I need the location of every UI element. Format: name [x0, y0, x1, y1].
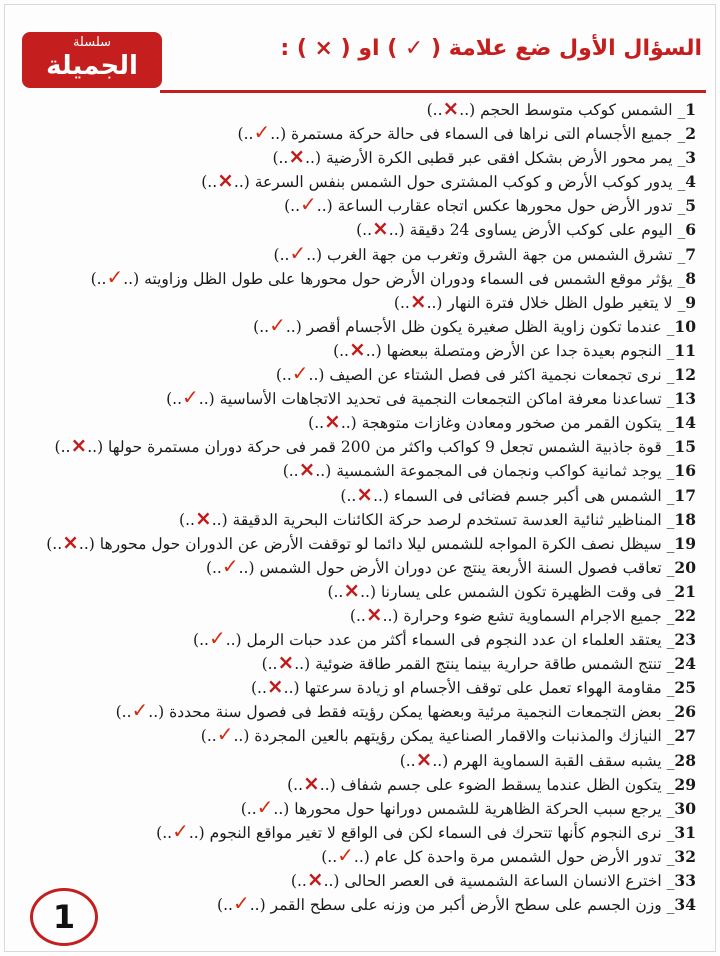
question-item: 13_ تساعدنا معرفة اماكن التجمعات النجمية فى تحديد الاتجاهات الأساسية (..✓..) — [166, 385, 696, 410]
question-item: 3_ يمر محور الأرض بشكل افقى عبر قطبى الكرة الأرضية (..×..) — [272, 144, 696, 169]
brand-series: سلسلة — [72, 35, 112, 50]
question-number: 3 — [685, 148, 696, 168]
cross-mark-icon: × — [266, 674, 284, 699]
question-text: نرى تجمعات نجمية اكثر فى فصل الشتاء عن الصيف — [329, 366, 662, 385]
question-item: 15_ قوة جاذبية الشمس تجعل 9 كواكب واكثر من 200 قمر فى حركة دوران مستمرة حولها (..×..) — [54, 433, 696, 458]
check-mark-icon: ✓ — [182, 385, 199, 410]
question-number: 8 — [685, 268, 696, 288]
question-item: 17_ الشمس هى أكبر جسم فضائى فى السماء (..×..) — [340, 481, 696, 506]
question-number: 14 — [674, 413, 696, 433]
cross-mark-icon: × — [194, 505, 212, 530]
question-text: يرجع سبب الحركة الظاهرية للشمس دورانها حول محورها — [294, 799, 662, 818]
cross-mark-icon: × — [372, 216, 389, 241]
question-number: 10 — [674, 316, 696, 336]
check-mark-icon: ✓ — [232, 891, 250, 916]
question-text: وزن الجسم على سطح الأرض أكبر من وزنه على سطح القمر — [270, 896, 662, 915]
question-text: يتكون الظل عندما يسقط الضوء على جسم شفاف — [340, 775, 662, 794]
cross-mark-icon: × — [365, 601, 383, 626]
question-text: جميع الأجسام التى نراها فى السماء فى حالة حركة مستمرة — [291, 125, 673, 144]
question-text: عندما تكون زاوية الظل صغيرة يكون ظل الأجسام أقصر — [306, 317, 662, 336]
question-number: 29 — [674, 774, 696, 794]
question-item: 34_ وزن الجسم على سطح الأرض أكبر من وزنه على سطح القمر (..✓..) — [217, 891, 696, 916]
cross-mark-icon: × — [409, 288, 427, 313]
question-text: سيظل نصف الكرة المواجه للشمس ليلا دائما لو توقفت الأرض عن الدوران حول محورها — [99, 534, 662, 553]
check-mark-icon: ✓ — [106, 264, 124, 289]
question-item: 28_ يشبه سقف القبة السماوية الهرم (..×..) — [399, 746, 696, 771]
question-text: اليوم على كوكب الأرض يساوى 24 دقيقة — [409, 221, 673, 240]
check-mark-icon: ✓ — [253, 120, 271, 145]
question-text: تنتج الشمس طاقة حرارية بينما ينتج القمر طاقة ضوئية — [315, 655, 662, 674]
cross-mark-icon: × — [277, 650, 295, 675]
question-item: 26_ بعض التجمعات النجمية مرئية وبعضها يمكن رؤيته فقط فى فصول سنة محددة (..✓..) — [115, 698, 696, 723]
brand-logo — [22, 32, 162, 88]
cross-mark-icon: × — [70, 433, 88, 458]
question-text: يتكون القمر من صخور ومعادن وغازات متوهجة — [361, 414, 662, 433]
cross-mark-icon: × — [348, 336, 366, 361]
question-number: 22 — [674, 605, 696, 625]
question-item: 30_ يرجع سبب الحركة الظاهرية للشمس دورانها حول محورها (..✓..) — [240, 794, 696, 819]
check-mark-icon: ✓ — [337, 842, 354, 867]
question-text: النيازك والمذنبات والاقمار الصناعية يمكن رؤيتهم بالعين المجردة — [254, 727, 662, 746]
question-number: 26 — [674, 702, 696, 722]
question-text: تشرق الشمس من جهة الشرق وتغرب من جهة الغرب — [327, 245, 673, 264]
question-number: 16 — [674, 461, 696, 481]
question-item: 1_ الشمس كوكب متوسط الحجم (..×..) — [426, 96, 696, 120]
question-text: المناظير ثنائية العدسة تستخدم لرصد حركة الكائنات البحرية الدقيقة — [232, 510, 662, 529]
check-mark-icon: ✓ — [289, 240, 307, 265]
question-item: 20_ تعاقب فصول السنة الأربعة ينتج عن دوران الأرض حول الشمس (..✓..) — [205, 553, 696, 578]
check-mark-icon: ✓ — [208, 626, 226, 651]
brand-name: الجميلة — [46, 51, 138, 81]
question-item: 4_ يدور كوكب الأرض و كوكب المشترى حول الشمس بنفس السرعة (..×..) — [201, 168, 696, 193]
question-text: تعاقب فصول السنة الأربعة ينتج عن دوران الأرض حول الشمس — [259, 558, 662, 577]
question-number: 27 — [674, 726, 696, 746]
header-divider — [160, 90, 706, 93]
check-mark-icon: ✓ — [216, 722, 234, 747]
question-text: يدور كوكب الأرض و كوكب المشترى حول الشمس بنفس السرعة — [254, 173, 673, 192]
question-item: 24_ تنتج الشمس طاقة حرارية بينما ينتج القمر طاقة ضوئية (..×..) — [261, 650, 696, 675]
question-text: قوة جاذبية الشمس تجعل 9 كواكب واكثر من 200 قمر فى حركة دوران مستمرة حولها — [108, 438, 662, 457]
question-item: 14_ يتكون القمر من صخور ومعادن وغازات متوهجة (..×..) — [308, 409, 696, 434]
question-number: 28 — [674, 750, 696, 770]
question-item: 29_ يتكون الظل عندما يسقط الضوء على جسم شفاف (..×..) — [287, 770, 696, 795]
question-text: النجوم بعيدة جدا عن الأرض ومتصلة ببعضها — [386, 341, 662, 360]
cross-mark-icon: × — [288, 144, 306, 169]
question-text: اخترع الانسان الساعة الشمسية فى العصر الحالى — [344, 872, 662, 890]
question-item: 23_ يعتقد العلماء ان عدد النجوم فى السماء أكثر من عدد حبات الرمل (..✓..) — [193, 626, 696, 651]
cross-mark-icon: × — [217, 168, 234, 193]
question-item: 25_ مقاومة الهواء تعمل على توقف الأجسام او زيادة سرعتها (..×..) — [250, 674, 696, 699]
question-number: 32 — [674, 846, 696, 866]
check-mark-icon: ✓ — [300, 192, 317, 217]
question-number: 31 — [674, 822, 696, 842]
question-number: 19 — [674, 533, 696, 553]
page-number: 1 — [30, 888, 98, 946]
question-number: 15 — [674, 437, 696, 457]
question-number: 33 — [674, 871, 696, 890]
question-text: فى وقت الظهيرة تكون الشمس على يسارنا — [380, 582, 662, 601]
question-item: 5_ تدور الأرض حول محورها عكس اتجاه عقارب الساعة (..✓..) — [284, 192, 696, 217]
question-item: 6_ اليوم على كوكب الأرض يساوى 24 دقيقة (..×..) — [356, 216, 696, 241]
cross-mark-icon: × — [343, 577, 361, 602]
question-text: يمر محور الأرض بشكل افقى عبر قطبى الكرة الأرضية — [325, 149, 673, 168]
question-number: 4 — [685, 172, 696, 192]
question-item: 12_ نرى تجمعات نجمية اكثر فى فصل الشتاء عن الصيف (..✓..) — [275, 361, 696, 386]
question-item: 32_ تدور الأرض حول الشمس مرة واحدة كل عام (..✓..) — [321, 842, 696, 867]
question-item: 27_ النيازك والمذنبات والاقمار الصناعية يمكن رؤيتهم بالعين المجردة (..✓..) — [200, 722, 696, 747]
question-number: 7 — [685, 244, 696, 264]
question-number: 12 — [674, 365, 696, 385]
cross-mark-icon: × — [303, 770, 320, 795]
question-number: 30 — [674, 798, 696, 818]
question-text: جميع الاجرام السماوية تشع ضوء وحرارة — [403, 606, 662, 625]
question-text: تساعدنا معرفة اماكن التجمعات النجمية فى تحديد الاتجاهات الأساسية — [219, 390, 662, 409]
question-number: 9 — [685, 292, 696, 312]
question-text: الشمس هى أكبر جسم فضائى فى السماء — [393, 486, 662, 505]
question-number: 13 — [674, 389, 696, 409]
question-text: تدور الأرض حول الشمس مرة واحدة كل عام — [374, 847, 662, 866]
question-item: 19_ سيظل نصف الكرة المواجه للشمس ليلا دائما لو توقفت الأرض عن الدوران حول محورها (..×..) — [46, 529, 696, 554]
check-mark-icon: ✓ — [172, 818, 189, 843]
check-mark-icon: ✓ — [291, 361, 309, 386]
question-text: يؤثر موقع الشمس فى السماء ودوران الأرض حول محورها على طول الظل وزاويته — [144, 269, 673, 288]
question-number: 23 — [674, 630, 696, 650]
question-number: 11 — [674, 340, 696, 360]
question-number: 25 — [674, 678, 696, 698]
question-number: 18 — [674, 509, 696, 529]
question-number: 5 — [685, 196, 696, 216]
question-text: بعض التجمعات النجمية مرئية وبعضها يمكن رؤيته فقط فى فصول سنة محددة — [169, 703, 662, 722]
question-item: 9_ لا يتغير طول الظل خلال فترة النهار (..×..) — [393, 288, 696, 313]
question-text: الشمس كوكب متوسط الحجم — [480, 101, 673, 119]
cross-mark-icon: × — [442, 96, 460, 120]
question-item: 22_ جميع الاجرام السماوية تشع ضوء وحرارة (..×..) — [349, 601, 696, 626]
question-number: 21 — [674, 581, 696, 601]
cross-mark-icon: × — [306, 867, 324, 891]
question-number: 20 — [674, 557, 696, 577]
question-text: نرى النجوم كأنها تتحرك فى السماء لكن فى الواقع لا تغير مواقع النجوم — [209, 823, 662, 842]
cross-mark-icon: × — [62, 529, 79, 554]
question-item: 11_ النجوم بعيدة جدا عن الأرض ومتصلة ببعضها (..×..) — [333, 336, 696, 361]
question-item: 2_ جميع الأجسام التى نراها فى السماء فى حالة حركة مستمرة (..✓..) — [237, 120, 696, 145]
question-text: يوجد ثمانية كواكب ونجمان فى المجموعة الشمسية — [336, 462, 662, 481]
question-number: 6 — [685, 220, 696, 240]
question-text: لا يتغير طول الظل خلال فترة النهار — [447, 293, 673, 312]
check-mark-icon: ✓ — [269, 312, 286, 337]
question-item: 10_ عندما تكون زاوية الظل صغيرة يكون ظل الأجسام أقصر (..✓..) — [253, 312, 696, 337]
check-mark-icon: ✓ — [256, 794, 274, 819]
question-item: 7_ تشرق الشمس من جهة الشرق وتغرب من جهة الغرب (..✓..) — [273, 240, 696, 265]
question-item: 31_ نرى النجوم كأنها تتحرك فى السماء لكن فى الواقع لا تغير مواقع النجوم (..✓..) — [156, 818, 696, 843]
question-number: 34 — [674, 895, 696, 915]
question-item: 8_ يؤثر موقع الشمس فى السماء ودوران الأرض حول محورها على طول الظل وزاويته (..✓..) — [90, 264, 696, 289]
cross-mark-icon: × — [324, 409, 341, 434]
question-text: تدور الأرض حول محورها عكس اتجاه عقارب الساعة — [337, 197, 673, 216]
question-item: 18_ المناظير ثنائية العدسة تستخدم لرصد حركة الكائنات البحرية الدقيقة (..×..) — [179, 505, 696, 530]
question-number: 1 — [685, 100, 696, 119]
question-text: مقاومة الهواء تعمل على توقف الأجسام او زيادة سرعتها — [304, 679, 662, 698]
question-number: 17 — [674, 485, 696, 505]
question-item: 21_ فى وقت الظهيرة تكون الشمس على يسارنا (..×..) — [327, 577, 696, 602]
check-mark-icon: ✓ — [131, 698, 149, 723]
question-title: السؤال الأول ضع علامة ( ✓ ) او ( × ) : — [280, 36, 702, 61]
question-text: يعتقد العلماء ان عدد النجوم فى السماء أكثر من عدد حبات الرمل — [246, 631, 662, 650]
cross-mark-icon: × — [298, 457, 316, 482]
question-item: 33_ اخترع الانسان الساعة الشمسية فى العصر الحالى (..×..) — [290, 867, 696, 891]
cross-mark-icon: × — [356, 481, 374, 506]
check-mark-icon: ✓ — [221, 553, 239, 578]
question-number: 2 — [685, 124, 696, 144]
question-number: 24 — [674, 654, 696, 674]
question-list — [14, 96, 696, 915]
question-text: يشبه سقف القبة السماوية الهرم — [453, 751, 662, 770]
question-item: 16_ يوجد ثمانية كواكب ونجمان فى المجموعة الشمسية (..×..) — [282, 457, 696, 482]
cross-mark-icon: × — [415, 746, 433, 771]
header — [0, 14, 720, 94]
